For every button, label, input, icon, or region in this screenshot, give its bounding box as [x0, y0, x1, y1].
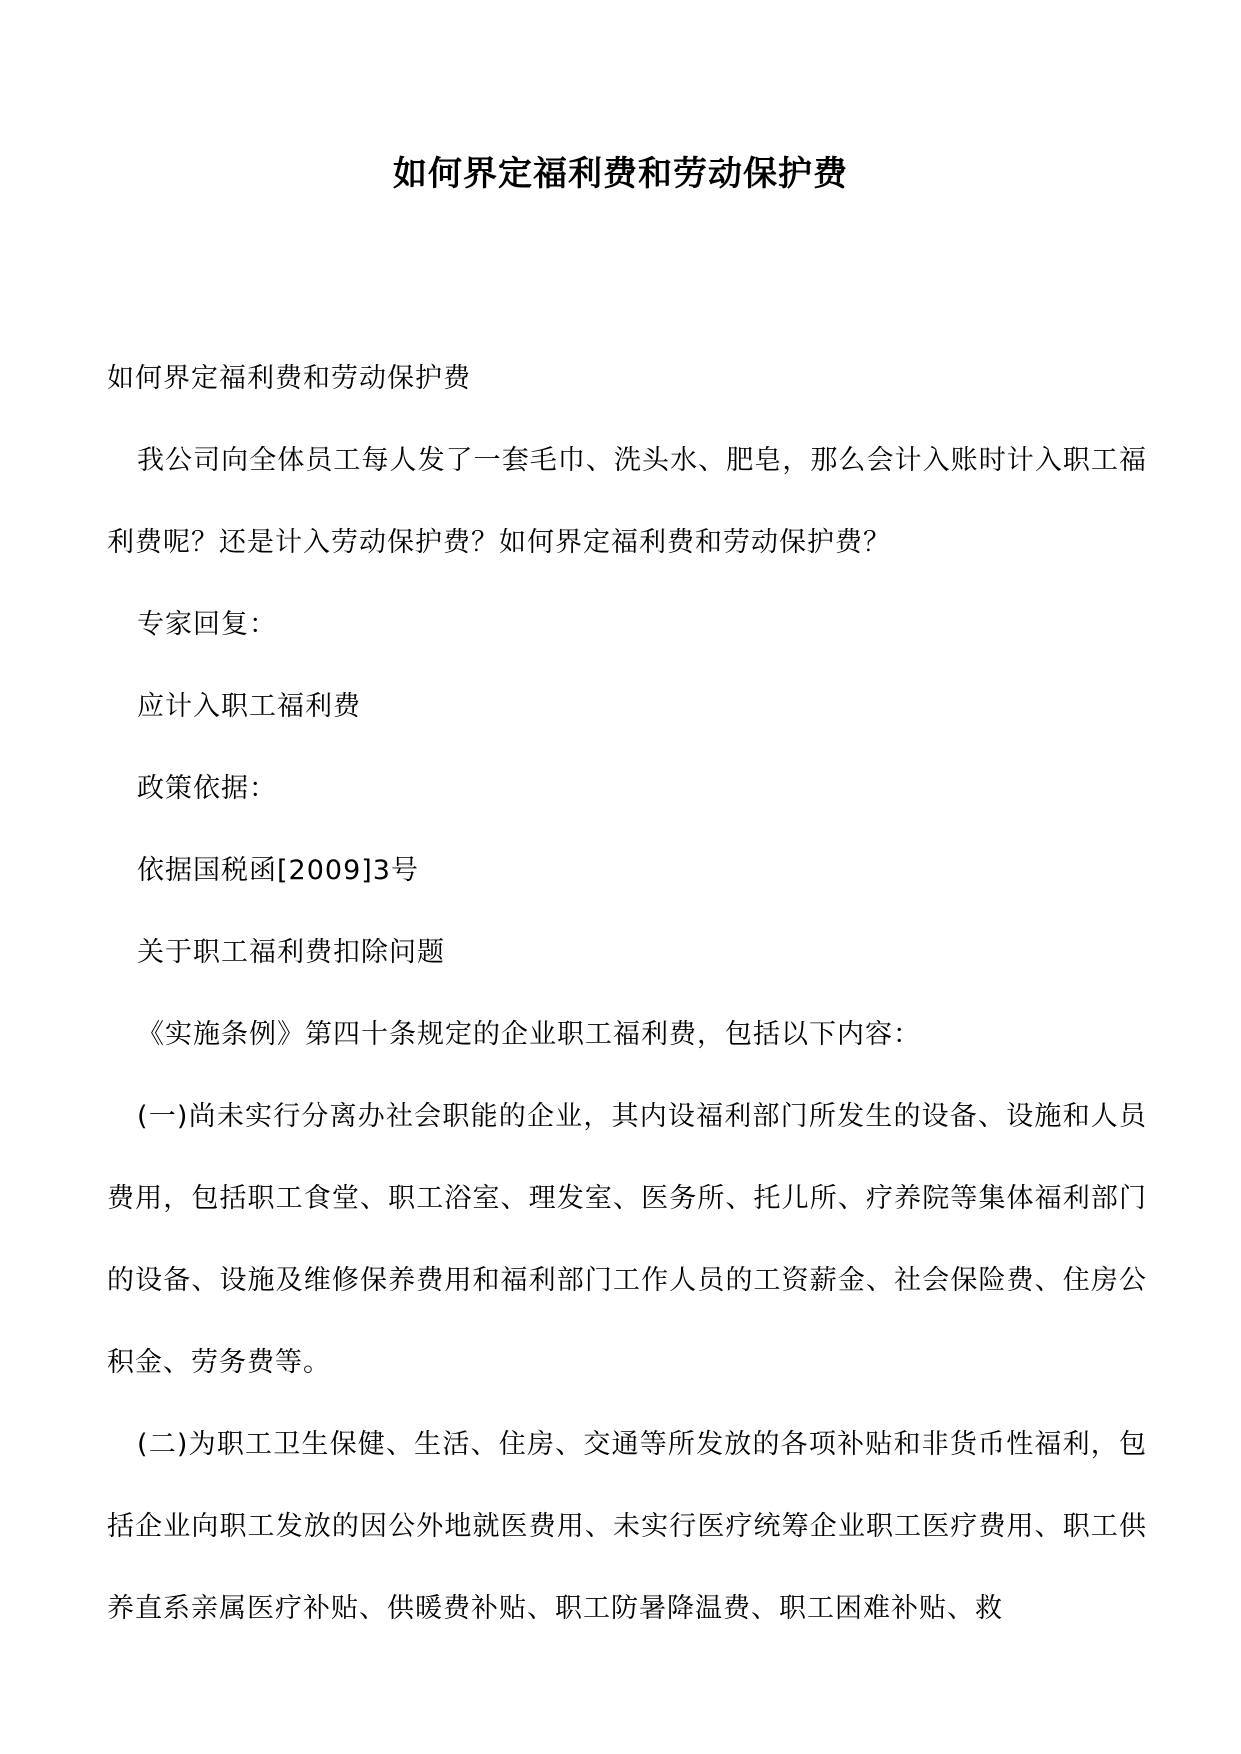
document-title: 如何界定福利费和劳动保护费 — [393, 154, 848, 194]
paragraph-policy-reference: 依据国税函[2009]3号 — [137, 855, 419, 886]
paragraph-expert-reply-label: 专家回复： — [137, 609, 277, 640]
document-body — [107, 338, 1147, 1650]
paragraph-answer: 应计入职工福利费 — [137, 691, 361, 722]
paragraph-section-heading: 关于职工福利费扣除问题 — [137, 937, 445, 968]
paragraph-question: 我公司向全体员工每人发了一套毛巾、洗头水、肥皂，那么会计入账时计入职工福利费呢？还是计入劳动保护费？如何界定福利费和劳动保护费？ — [107, 445, 1147, 558]
paragraph-policy-basis-label: 政策依据： — [137, 773, 277, 804]
paragraph-item-one: (一)尚未实行分离办社会职能的企业，其内设福利部门所发生的设备、设施和人员费用，包括职工食堂、职工浴室、理发室、医务所、托儿所、疗养院等集体福利部门的设备、设施及维修保养费用和福利部门工作人员的工资薪金、社会保险费、住房公积金、劳务费等。 — [107, 1101, 1147, 1378]
paragraph-regulation-intro: 《实施条例》第四十条规定的企业职工福利费，包括以下内容： — [137, 1019, 921, 1050]
paragraph-subtitle: 如何界定福利费和劳动保护费 — [107, 363, 471, 394]
paragraph-item-two: (二)为职工卫生保健、生活、住房、交通等所发放的各项补贴和非货币性福利，包括企业向职工发放的因公外地就医费用、未实行医疗统筹企业职工医疗费用、职工供养直系亲属医疗补贴、供暖费补贴、职工防暑降温费、职工困难补贴、救 — [107, 1429, 1147, 1624]
